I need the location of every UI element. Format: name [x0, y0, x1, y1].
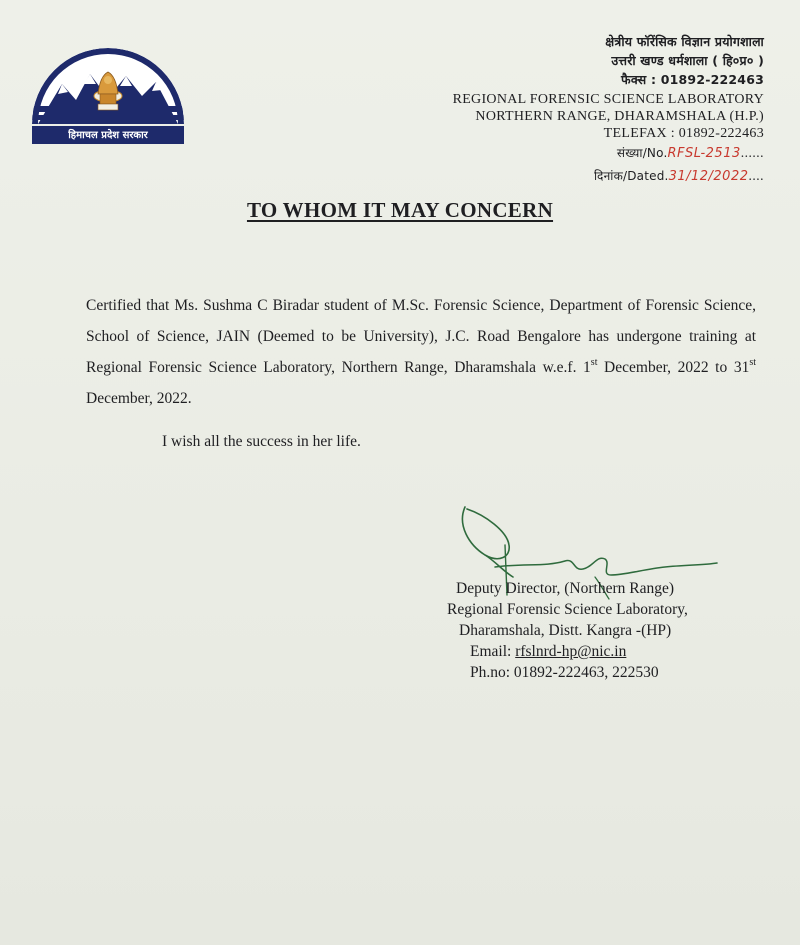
reference-value: RFSL-2513 — [667, 146, 741, 161]
dated: दिनांक/Dated.31/12/2022.... — [593, 168, 764, 184]
dated-value: 31/12/2022 — [668, 169, 749, 184]
signatory-email: Email: rfslnrd-hp@nic.in — [470, 643, 627, 660]
reference-number: संख्या/No.RFSL-2513...... — [616, 145, 764, 161]
ordinal-suffix: st — [590, 357, 598, 368]
lab-name: REGIONAL FORENSIC SCIENCE LABORATORY — [452, 92, 764, 107]
signatory-organization: Regional Forensic Science Laboratory, — [447, 601, 688, 618]
hindi-fax: फैक्स : 01892-222463 — [621, 72, 764, 87]
email-link[interactable]: rfslnrd-hp@nic.in — [515, 643, 627, 660]
wish-line: I wish all the success in her life. — [162, 433, 361, 450]
ordinal-suffix: st — [749, 357, 756, 368]
telefax: TELEFAX : 01892-222463 — [603, 126, 764, 141]
signatory-designation: Deputy Director, (Northern Range) — [456, 580, 675, 597]
hindi-lab-name: क्षेत्रीय फॉरेंसिक विज्ञान प्रयोगशाला — [605, 34, 764, 49]
hindi-lab-address: उत्तरी खण्ड धर्मशाला ( हि०प्र० ) — [611, 53, 764, 68]
dated-label: दिनांक/Dated. — [593, 169, 669, 183]
certificate-paragraph: Certified that Ms. Sushma C Biradar student of M.Sc. Forensic Science, Department of Forensic Science, School of Science, JAIN (Deemed to be University), J.C. Road Bengalore has undergone training at Regional Forensic Science Laboratory, Northern Range, Dharamshala w.e.f. 1st December, 2022 to 31st December, 2022. — [86, 297, 756, 407]
logo-caption: हिमाचल प्रदेश सरकार — [68, 130, 148, 141]
letter-title: TO WHOM IT MAY CONCERN — [246, 198, 554, 222]
signatory-location: Dharamshala, Distt. Kangra -(HP) — [459, 622, 672, 639]
signatory-phone: Ph.no: 01892-222463, 222530 — [470, 664, 659, 681]
lab-address: NORTHERN RANGE, DHARAMSHALA (H.P.) — [475, 109, 764, 124]
reference-label: संख्या/No. — [616, 146, 668, 160]
